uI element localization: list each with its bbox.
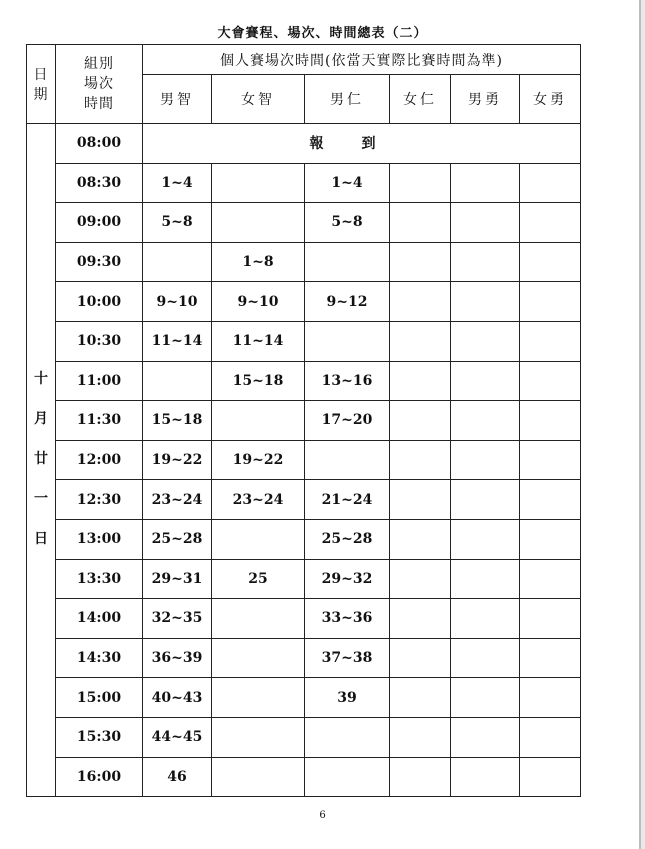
session-cell: 19~22 [212, 440, 305, 480]
group-header-line: 組別 [84, 55, 114, 72]
session-cell: 37~38 [305, 638, 390, 678]
table-row [27, 282, 581, 322]
session-cell: 25~28 [143, 519, 212, 559]
group-session-time-header [56, 45, 143, 124]
session-cell [451, 321, 520, 361]
session-cell [305, 242, 390, 282]
session-cell [212, 599, 305, 639]
time-cell: 08:30 [56, 163, 143, 203]
session-cell [451, 599, 520, 639]
session-cell [390, 480, 451, 520]
table-row [27, 757, 581, 797]
session-cell: 44~45 [143, 717, 212, 757]
session-cell [520, 361, 581, 401]
session-cell: 29~31 [143, 559, 212, 599]
category-header: 女智 [212, 75, 305, 124]
session-cell [390, 559, 451, 599]
date-char: 十 [34, 371, 48, 388]
time-cell: 16:00 [56, 757, 143, 797]
session-cell: 39 [305, 678, 390, 718]
session-cell: 1~8 [212, 242, 305, 282]
schedule-table [26, 44, 581, 797]
session-cell [212, 638, 305, 678]
session-cell [212, 678, 305, 718]
session-cell [451, 480, 520, 520]
table-row [27, 717, 581, 757]
time-cell: 09:00 [56, 203, 143, 243]
session-cell [520, 559, 581, 599]
session-cell [520, 282, 581, 322]
session-cell [212, 401, 305, 441]
table-row [27, 203, 581, 243]
date-char: 月 [34, 411, 48, 428]
table-row [27, 559, 581, 599]
session-cell [520, 321, 581, 361]
category-header: 男智 [143, 75, 212, 124]
session-cell: 40~43 [143, 678, 212, 718]
session-cell [390, 519, 451, 559]
session-cell [520, 638, 581, 678]
date-char: 一 [34, 490, 48, 507]
session-cell: 15~18 [212, 361, 305, 401]
session-cell [305, 440, 390, 480]
page-number: 6 [319, 810, 326, 821]
session-cell: 29~32 [305, 559, 390, 599]
session-cell [143, 242, 212, 282]
session-cell [390, 440, 451, 480]
session-cell [520, 163, 581, 203]
session-cell [390, 203, 451, 243]
table-row [27, 678, 581, 718]
table-row [27, 242, 581, 282]
time-cell: 15:00 [56, 678, 143, 718]
session-cell [520, 203, 581, 243]
session-cell [520, 401, 581, 441]
time-cell: 15:30 [56, 717, 143, 757]
session-cell [451, 163, 520, 203]
session-cell [520, 480, 581, 520]
session-cell: 13~16 [305, 361, 390, 401]
category-header: 男勇 [451, 75, 520, 124]
session-cell [520, 678, 581, 718]
session-cell [212, 203, 305, 243]
session-cell: 25 [212, 559, 305, 599]
session-cell [451, 519, 520, 559]
session-cell [390, 638, 451, 678]
time-cell: 13:00 [56, 519, 143, 559]
time-cell: 12:00 [56, 440, 143, 480]
table-row [27, 361, 581, 401]
table-row [27, 599, 581, 639]
session-cell: 21~24 [305, 480, 390, 520]
session-cell [451, 638, 520, 678]
session-cell [451, 203, 520, 243]
table-row [27, 519, 581, 559]
time-cell: 11:00 [56, 361, 143, 401]
time-cell: 10:30 [56, 321, 143, 361]
time-cell: 11:30 [56, 401, 143, 441]
session-cell [390, 678, 451, 718]
session-cell: 1~4 [143, 163, 212, 203]
session-cell [390, 321, 451, 361]
session-cell [390, 717, 451, 757]
session-cell: 19~22 [143, 440, 212, 480]
session-cell: 5~8 [305, 203, 390, 243]
session-cell [305, 321, 390, 361]
category-header: 女仁 [390, 75, 451, 124]
session-cell [390, 361, 451, 401]
session-cell [390, 242, 451, 282]
session-cell [390, 757, 451, 797]
session-cell [451, 401, 520, 441]
session-cell: 11~14 [212, 321, 305, 361]
session-cell [520, 717, 581, 757]
table-row [27, 440, 581, 480]
individual-schedule-header: 個人賽場次時間(依當天實際比賽時間為準) [143, 45, 581, 75]
session-cell [451, 678, 520, 718]
session-cell [305, 757, 390, 797]
date-header: 日期 [27, 45, 56, 124]
table-row [27, 321, 581, 361]
session-cell: 5~8 [143, 203, 212, 243]
session-cell [451, 559, 520, 599]
session-cell: 11~14 [143, 321, 212, 361]
table-row [27, 163, 581, 203]
session-cell: 9~12 [305, 282, 390, 322]
session-cell [212, 519, 305, 559]
session-cell [390, 599, 451, 639]
time-cell: 14:00 [56, 599, 143, 639]
date-cell [27, 124, 56, 797]
session-cell: 9~10 [212, 282, 305, 322]
session-cell [305, 717, 390, 757]
time-cell: 12:30 [56, 480, 143, 520]
session-cell [451, 242, 520, 282]
session-cell [390, 401, 451, 441]
session-cell [520, 242, 581, 282]
session-cell [390, 163, 451, 203]
session-cell [520, 599, 581, 639]
table-row [27, 480, 581, 520]
session-cell: 1~4 [305, 163, 390, 203]
category-header: 男仁 [305, 75, 390, 124]
time-cell: 13:30 [56, 559, 143, 599]
date-char: 廿 [34, 451, 48, 468]
date-char: 日 [34, 530, 48, 547]
time-cell: 09:30 [56, 242, 143, 282]
session-cell [390, 282, 451, 322]
session-header-line: 場次 [84, 75, 114, 92]
session-cell [520, 440, 581, 480]
session-cell [212, 757, 305, 797]
session-cell [451, 282, 520, 322]
table-row [27, 638, 581, 678]
session-cell: 23~24 [212, 480, 305, 520]
session-cell [212, 163, 305, 203]
session-cell: 17~20 [305, 401, 390, 441]
category-header: 女勇 [520, 75, 581, 124]
session-cell [520, 757, 581, 797]
session-cell [520, 519, 581, 559]
time-cell: 08:00 [56, 124, 143, 164]
time-cell: 14:30 [56, 638, 143, 678]
session-cell: 23~24 [143, 480, 212, 520]
session-cell [451, 757, 520, 797]
session-cell: 32~35 [143, 599, 212, 639]
time-cell: 10:00 [56, 282, 143, 322]
time-header-line: 時間 [84, 96, 114, 113]
page-title: 大會賽程、場次、時間總表（二） [217, 26, 428, 41]
session-cell [451, 361, 520, 401]
session-cell: 15~18 [143, 401, 212, 441]
checkin-cell: 報到 [143, 124, 581, 164]
table-row [27, 401, 581, 441]
session-cell [212, 717, 305, 757]
session-cell: 36~39 [143, 638, 212, 678]
session-cell: 9~10 [143, 282, 212, 322]
session-cell: 46 [143, 757, 212, 797]
session-cell [451, 717, 520, 757]
session-cell [143, 361, 212, 401]
session-cell [451, 440, 520, 480]
session-cell: 25~28 [305, 519, 390, 559]
session-cell: 33~36 [305, 599, 390, 639]
